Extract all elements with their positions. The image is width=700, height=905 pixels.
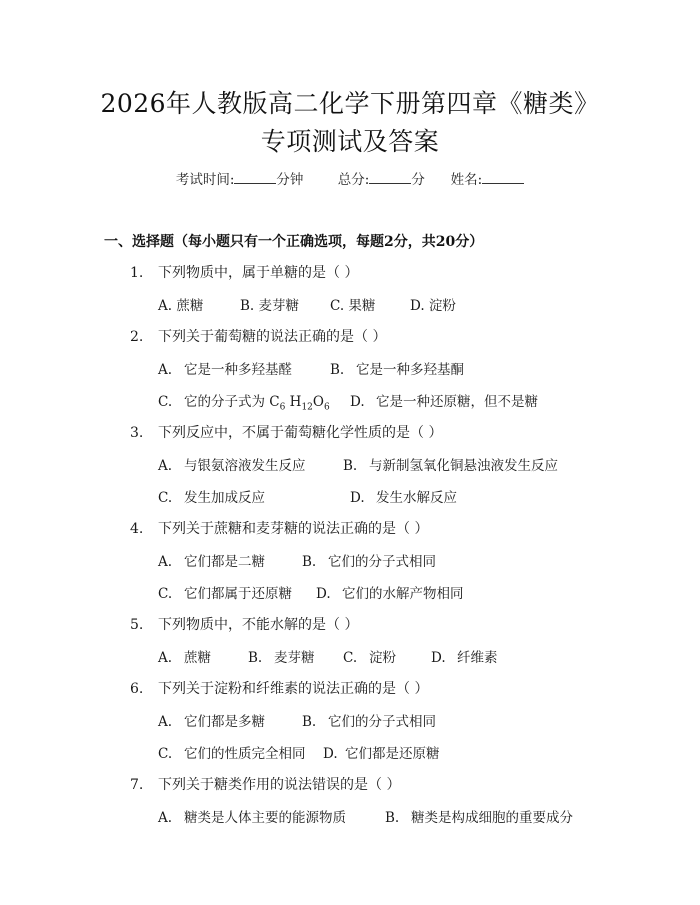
score-blank (369, 171, 411, 184)
formula-c-sub: 6 (279, 402, 286, 413)
question-text: 下列关于糖类作用的说法错误的是（ ） (158, 777, 401, 793)
option-5c (343, 646, 396, 666)
question-6 (130, 678, 428, 698)
option-letter: D. (350, 394, 365, 410)
option-letter: A. (158, 458, 173, 474)
question-5 (130, 614, 358, 634)
option-letter: C. (158, 394, 173, 410)
option-letter: D. (431, 650, 446, 666)
option-text: 与新制氢氧化铜悬浊液发生反应 (369, 458, 558, 474)
question-4 (130, 518, 428, 538)
option-letter: A. (158, 362, 173, 378)
option-6b (302, 710, 436, 730)
option-text: 与银氨溶液发生反应 (184, 458, 306, 474)
option-3b (343, 454, 558, 474)
option-text: 蔗糖 (184, 650, 211, 666)
option-text: 纤维素 (457, 650, 498, 666)
question-number: 4. (130, 521, 144, 537)
option-text: 它是一种多羟基醛 (184, 362, 292, 378)
option-text: 糖类是人体主要的能源物质 (184, 810, 346, 826)
option-text: 它们都是多糖 (184, 714, 265, 730)
option-text: 它们都属于还原糖 (184, 586, 292, 602)
option-text: 它们的分子式相同 (328, 554, 436, 570)
exam-title-line2: 专项测试及答案 (260, 127, 440, 156)
question-text: 下列物质中，属于单糖的是（ ） (158, 265, 359, 281)
question-1 (130, 262, 358, 282)
option-6a (158, 710, 265, 730)
name-label: 姓名: (450, 172, 483, 188)
option-2b (330, 358, 464, 378)
option-7b (385, 806, 573, 826)
formula-h: H (289, 394, 302, 410)
option-3a (158, 454, 306, 474)
option-text: 它们的分子式相同 (328, 714, 436, 730)
option-letter: B. (302, 714, 317, 730)
option-3c (158, 486, 265, 506)
formula-o-sub: 6 (323, 402, 330, 413)
option-letter: C. (343, 650, 358, 666)
question-number: 1. (130, 265, 144, 281)
option-letter: C. (158, 490, 173, 506)
option-text: 它们都是二糖 (184, 554, 265, 570)
option-2d (350, 390, 538, 410)
question-number: 3. (130, 425, 144, 441)
option-1c: C. 果糖 (330, 298, 376, 314)
option-text: 它是一种多羟基酮 (356, 362, 464, 378)
option-text: 发生水解反应 (376, 490, 457, 506)
question-text: 下列关于蔗糖和麦芽糖的说法正确的是（ ） (158, 521, 429, 537)
option-5d (431, 646, 498, 666)
formula-o: O (312, 394, 324, 410)
question-text: 下列关于葡萄糖的说法正确的是（ ） (158, 329, 387, 345)
option-2a (158, 358, 292, 378)
question-3 (130, 422, 442, 442)
option-letter: B. (385, 810, 400, 826)
time-blank (234, 171, 276, 184)
option-6d (323, 742, 440, 762)
name-blank (482, 171, 524, 184)
option-letter: C. (158, 586, 173, 602)
question-number: 7. (130, 777, 144, 793)
exam-title-line1: 2026年人教版高二化学下册第四章《糖类》 (100, 89, 600, 118)
option-letter: A. (158, 810, 173, 826)
option-2c (158, 390, 330, 413)
time-label: 考试时间: (175, 172, 235, 188)
option-letter: A. (158, 650, 173, 666)
option-text: 糖类是构成细胞的重要成分 (411, 810, 573, 826)
option-1b: B. 麦芽糖 (240, 298, 300, 314)
formula-c: C (269, 394, 280, 410)
formula-h-sub: 12 (301, 402, 313, 413)
option-letter: D. (350, 490, 365, 506)
option-text: 它们的水解产物相同 (342, 586, 464, 602)
question-text: 下列物质中，不能水解的是（ ） (158, 617, 359, 633)
question-number: 2. (130, 329, 144, 345)
option-3d (350, 486, 457, 506)
option-text: 麦芽糖 (274, 650, 315, 666)
option-letter: A. (158, 714, 173, 730)
option-text: 发生加成反应 (184, 490, 265, 506)
question-2 (130, 326, 386, 346)
question-text: 下列反应中，不属于葡萄糖化学性质的是（ ） (158, 425, 443, 441)
question-number: 5. (130, 617, 144, 633)
question-number: 6. (130, 681, 144, 697)
option-letter: B. (343, 458, 358, 474)
exam-info-line (0, 168, 700, 188)
option-text: 它们都是还原糖 (345, 746, 440, 762)
option-4d (316, 582, 464, 602)
time-unit: 分钟 (276, 172, 304, 188)
option-text: 它的分子式为 (184, 394, 265, 410)
option-5a (158, 646, 211, 666)
option-text: 它们的性质完全相同 (184, 746, 306, 762)
option-letter: A. (158, 554, 173, 570)
score-label: 总分: (337, 172, 370, 188)
score-unit: 分 (411, 172, 425, 188)
option-letter: B. (248, 650, 263, 666)
option-1d: D. 淀粉 (410, 298, 456, 314)
option-4c (158, 582, 292, 602)
option-text: 它是一种还原糖，但不是糖 (376, 394, 538, 410)
option-letter: D. (323, 746, 338, 762)
option-letter: B. (302, 554, 317, 570)
option-letter: B. (330, 362, 345, 378)
question-7 (130, 774, 400, 794)
option-letter: D. (316, 586, 331, 602)
glucose-formula (269, 394, 330, 413)
option-text: 淀粉 (369, 650, 396, 666)
question-text: 下列关于淀粉和纤维素的说法正确的是（ ） (158, 681, 429, 697)
option-4a (158, 550, 265, 570)
option-1a: A. 蔗糖 (158, 298, 204, 314)
option-4b (302, 550, 436, 570)
section-heading-choice: 一、选择题（每小题只有一个正确选项，每题2分，共20分） (104, 234, 484, 250)
option-5b (248, 646, 315, 666)
option-7a (158, 806, 346, 826)
option-6c (158, 742, 306, 762)
option-letter: C. (158, 746, 173, 762)
